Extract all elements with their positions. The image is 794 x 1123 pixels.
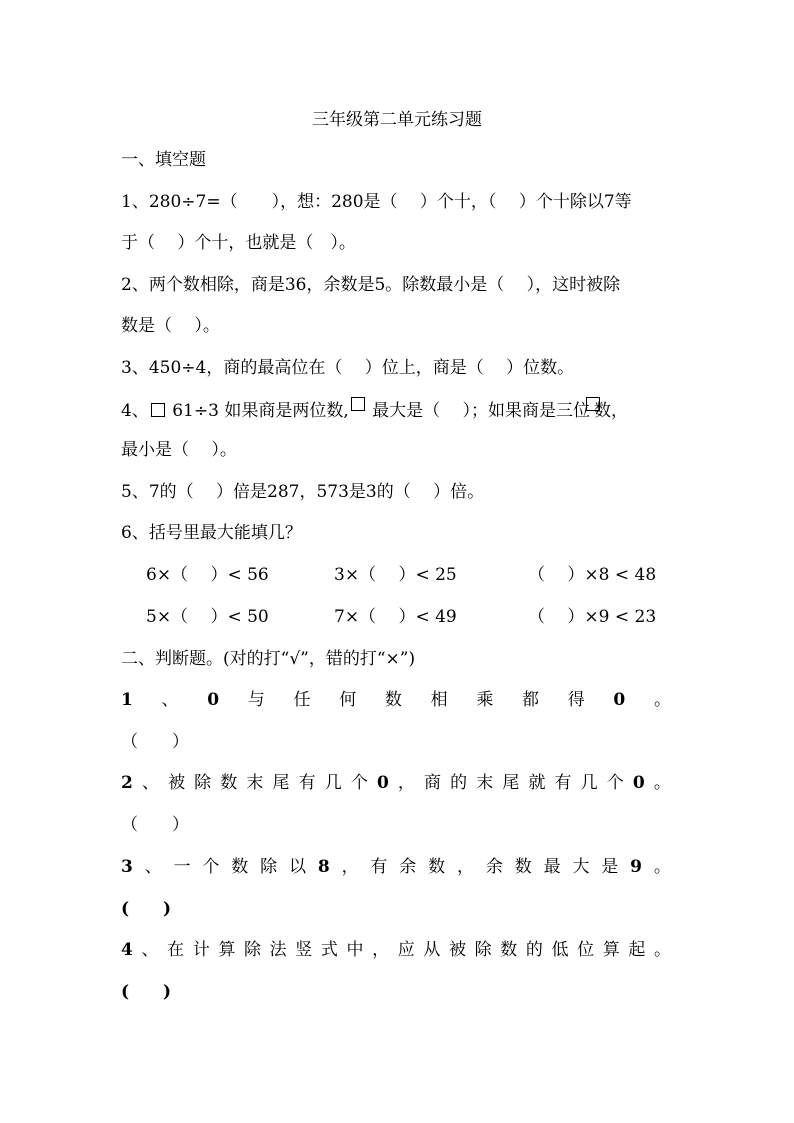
char: 都: [522, 690, 540, 710]
char: 低: [551, 940, 569, 960]
char: ，: [457, 857, 474, 877]
char: 得: [567, 690, 585, 710]
char: 数: [384, 690, 402, 710]
char: 计: [192, 940, 210, 960]
inequality-item: 3×（ ）< 25: [334, 565, 457, 585]
char: 。: [653, 690, 671, 710]
char: 。: [653, 857, 671, 877]
char: 4: [121, 940, 133, 960]
char: 除: [243, 940, 261, 960]
question-4-part-3: 数，: [594, 401, 629, 421]
inequality-item: （ ）×8 < 48: [528, 565, 657, 585]
char: 数: [500, 940, 518, 960]
question-4-line-2: 最小是（ ）。: [121, 440, 237, 460]
char: 一: [173, 857, 191, 877]
char: 相: [430, 690, 448, 710]
char: 余: [399, 857, 417, 877]
char: 2: [121, 773, 133, 793]
question-4-part-1: 61÷3 如果商是两位数,: [172, 401, 349, 421]
char: 0: [613, 690, 626, 710]
char: 竖: [295, 940, 313, 960]
char: 的: [450, 773, 468, 793]
char: 0: [632, 773, 645, 793]
inequality-item: 7×（ ）< 49: [334, 607, 457, 627]
char: 何: [339, 690, 357, 710]
char: 任: [293, 690, 311, 710]
question-4-line-1: [121, 397, 628, 423]
char: 是: [601, 857, 619, 877]
char: 中: [346, 940, 364, 960]
char: 、: [141, 773, 159, 793]
char: 起: [628, 940, 646, 960]
char: 数: [514, 857, 532, 877]
char: 3: [121, 857, 133, 877]
judgement-1-answer: （ ）: [121, 732, 189, 752]
inequality-item: 6×（ ）< 56: [146, 565, 269, 585]
char: 数: [231, 857, 249, 877]
char: 尾: [502, 773, 520, 793]
char: 应: [397, 940, 415, 960]
char: 0: [376, 773, 389, 793]
char: 被: [168, 773, 186, 793]
char: 个: [350, 773, 368, 793]
char: 个: [606, 773, 624, 793]
char: 尾: [272, 773, 290, 793]
char: 式: [320, 940, 338, 960]
char: 有: [554, 773, 572, 793]
question-2-line-2: 数是（ ）。: [121, 316, 220, 336]
section1-heading: 一、填空题: [121, 150, 206, 170]
char: 与: [247, 690, 265, 710]
question-5: 5、7的（ ）倍是287，573是3的（ ）倍。: [121, 482, 485, 502]
blank-box-icon: [151, 403, 165, 417]
section2-heading: 二、判断题。(对的打“√”，错的打“×”): [121, 649, 416, 669]
char: 。: [653, 773, 671, 793]
char: 个: [202, 857, 220, 877]
char: 8: [317, 857, 330, 877]
blank-box-icon: [351, 397, 365, 411]
char: 在: [167, 940, 185, 960]
char: ，: [397, 773, 415, 793]
char: 算: [602, 940, 620, 960]
char: 算: [218, 940, 236, 960]
char: 除: [194, 773, 212, 793]
inequality-item: 5×（ ）< 50: [146, 607, 269, 627]
char: 0: [207, 690, 220, 710]
page-title: 三年级第二单元练习题: [312, 110, 482, 130]
judgement-3-text: [121, 855, 671, 879]
char: 、: [141, 940, 159, 960]
char: ，: [341, 857, 359, 877]
question-4-part-2: 最大是（ ）；如果商是三位: [372, 401, 591, 421]
char: 法: [269, 940, 287, 960]
judgement-4-text: [121, 938, 671, 962]
char: 的: [525, 940, 543, 960]
char: 9: [630, 857, 642, 877]
char: 从: [423, 940, 441, 960]
char: 以: [289, 857, 306, 877]
judgement-3-answer: ( ): [121, 899, 172, 919]
char: 商: [424, 773, 441, 793]
char: 大: [572, 857, 590, 877]
char: 除: [260, 857, 278, 877]
question-1-line-2: 于（ ）个十，也就是（ ）。: [121, 233, 356, 253]
char: 末: [476, 773, 494, 793]
question-6: 6、括号里最大能填几？: [121, 523, 302, 543]
char: 几: [580, 773, 598, 793]
char: 有: [370, 857, 388, 877]
judgement-4-answer: ( ): [121, 982, 172, 1002]
char: 有: [298, 773, 316, 793]
judgement-2-answer: （ ）: [121, 815, 189, 835]
char: 就: [528, 773, 546, 793]
char: 末: [246, 773, 264, 793]
char: 乘: [476, 690, 494, 710]
char: 被: [448, 940, 466, 960]
char: 1: [121, 690, 133, 710]
char: 除: [474, 940, 492, 960]
question-1-line-1: 1、280÷7=（ ），想：280是（ ）个十，（ ）个十除以7等: [121, 192, 632, 212]
char: 、: [161, 690, 179, 710]
char: 几: [324, 773, 342, 793]
char: 数: [428, 857, 446, 877]
char: 、: [144, 857, 162, 877]
char: 。: [653, 940, 671, 960]
inequality-item: （ ）×9 < 23: [528, 607, 657, 627]
judgement-1-text: [121, 688, 671, 712]
char: 位: [577, 940, 595, 960]
judgement-2-text: [121, 771, 671, 795]
question-2-line-1: 2、两个数相除，商是36，余数是5。除数最小是（ ），这时被除: [121, 275, 621, 295]
char: 余: [485, 857, 503, 877]
question-3: 3、450÷4，商的最高位在（ ）位上，商是（ ）位数。: [121, 358, 575, 378]
char: 数: [220, 773, 238, 793]
question-4-prefix: 4、: [121, 401, 149, 421]
char: ，: [372, 940, 390, 960]
char: 最: [543, 857, 561, 877]
